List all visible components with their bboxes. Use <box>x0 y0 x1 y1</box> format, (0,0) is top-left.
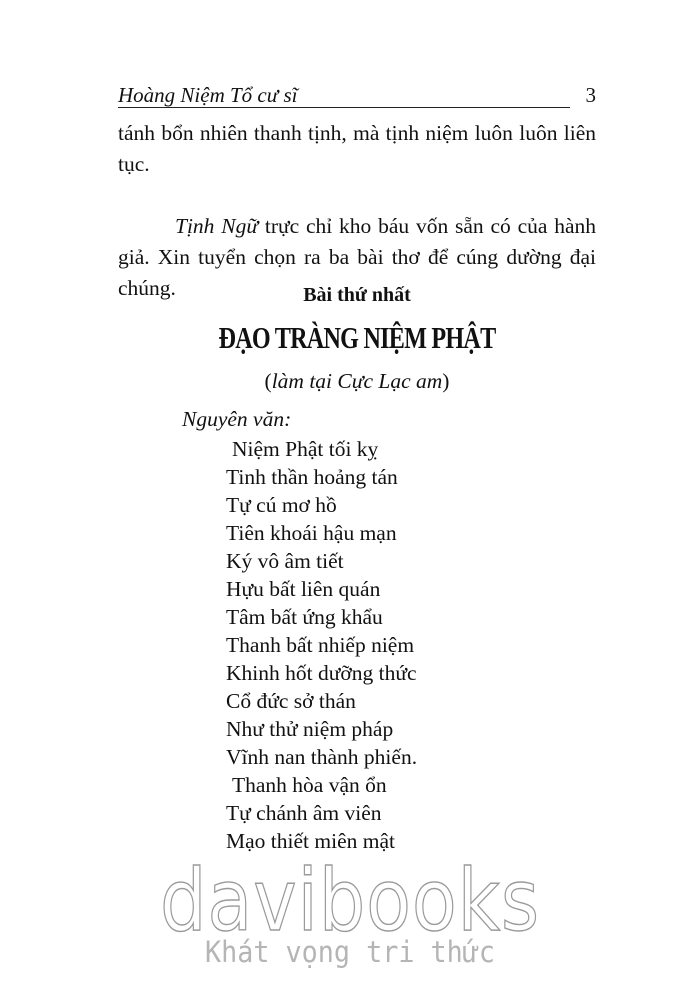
poem-line: Tự cú mơ hồ <box>226 493 337 517</box>
paren-close: ) <box>442 369 450 393</box>
poem-line: Hựu bất liên quán <box>226 577 381 601</box>
paragraph-continuation <box>118 118 596 180</box>
paren-open: ( <box>264 369 272 393</box>
poem-line: Vĩnh nan thành phiến. <box>226 745 418 769</box>
paragraph-line: tánh bổn nhiên thanh tịnh, mà tịnh niệm luôn luôn <box>118 121 558 145</box>
watermark-tagline: Khát vọng tri thức <box>205 935 495 968</box>
paragraph-line: hành giả. Xin tuyển chọn ra ba bài thơ để cúng <box>118 214 597 269</box>
book-title-italic: Tịnh Ngữ <box>175 214 259 238</box>
poem-line: Tâm bất ứng khẩu <box>226 605 383 629</box>
subtitle-text: làm tại Cực Lạc am <box>271 369 443 393</box>
poem-line: Thanh hòa vận ổn <box>232 773 387 797</box>
original-text-label: Nguyên văn: <box>182 407 292 431</box>
watermark-logo <box>155 858 545 968</box>
running-header <box>118 83 596 109</box>
section-heading: Bài thứ nhất <box>303 284 411 306</box>
running-title: Hoàng Niệm Tổ cư sĩ <box>118 83 298 107</box>
page-number: 3 <box>585 83 596 107</box>
poem-line: Mạo thiết miên mật <box>226 829 395 853</box>
poem-line: Cổ đức sở thán <box>226 689 356 713</box>
poem-line: Tự chánh âm viên <box>226 801 382 825</box>
poem-line: Niệm Phật tối kỵ <box>232 437 379 461</box>
paragraph-line: trực chỉ kho báu vốn sẵn có của <box>258 214 548 238</box>
poem-line: Ký vô âm tiết <box>226 549 344 573</box>
watermark-brand: davibooks <box>160 858 540 951</box>
poem-line: Như thử niệm pháp <box>226 717 394 741</box>
poem-line: Tinh thần hoảng tán <box>226 465 398 489</box>
header-rule <box>118 107 570 108</box>
poem-line: Tiên khoái hậu mạn <box>226 521 397 545</box>
paragraph-line: liên tục. <box>118 121 596 176</box>
poem-title: ĐẠO TRÀNG NIỆM PHẬT <box>218 320 496 355</box>
watermark <box>155 858 545 968</box>
poem-line: Thanh bất nhiếp niệm <box>226 633 415 657</box>
poem-subtitle <box>118 367 596 395</box>
paragraph-line: dường đại chúng. <box>118 245 597 300</box>
poem-line: Khinh hốt dưỡng thức <box>226 661 417 685</box>
poem-lines <box>226 435 417 855</box>
